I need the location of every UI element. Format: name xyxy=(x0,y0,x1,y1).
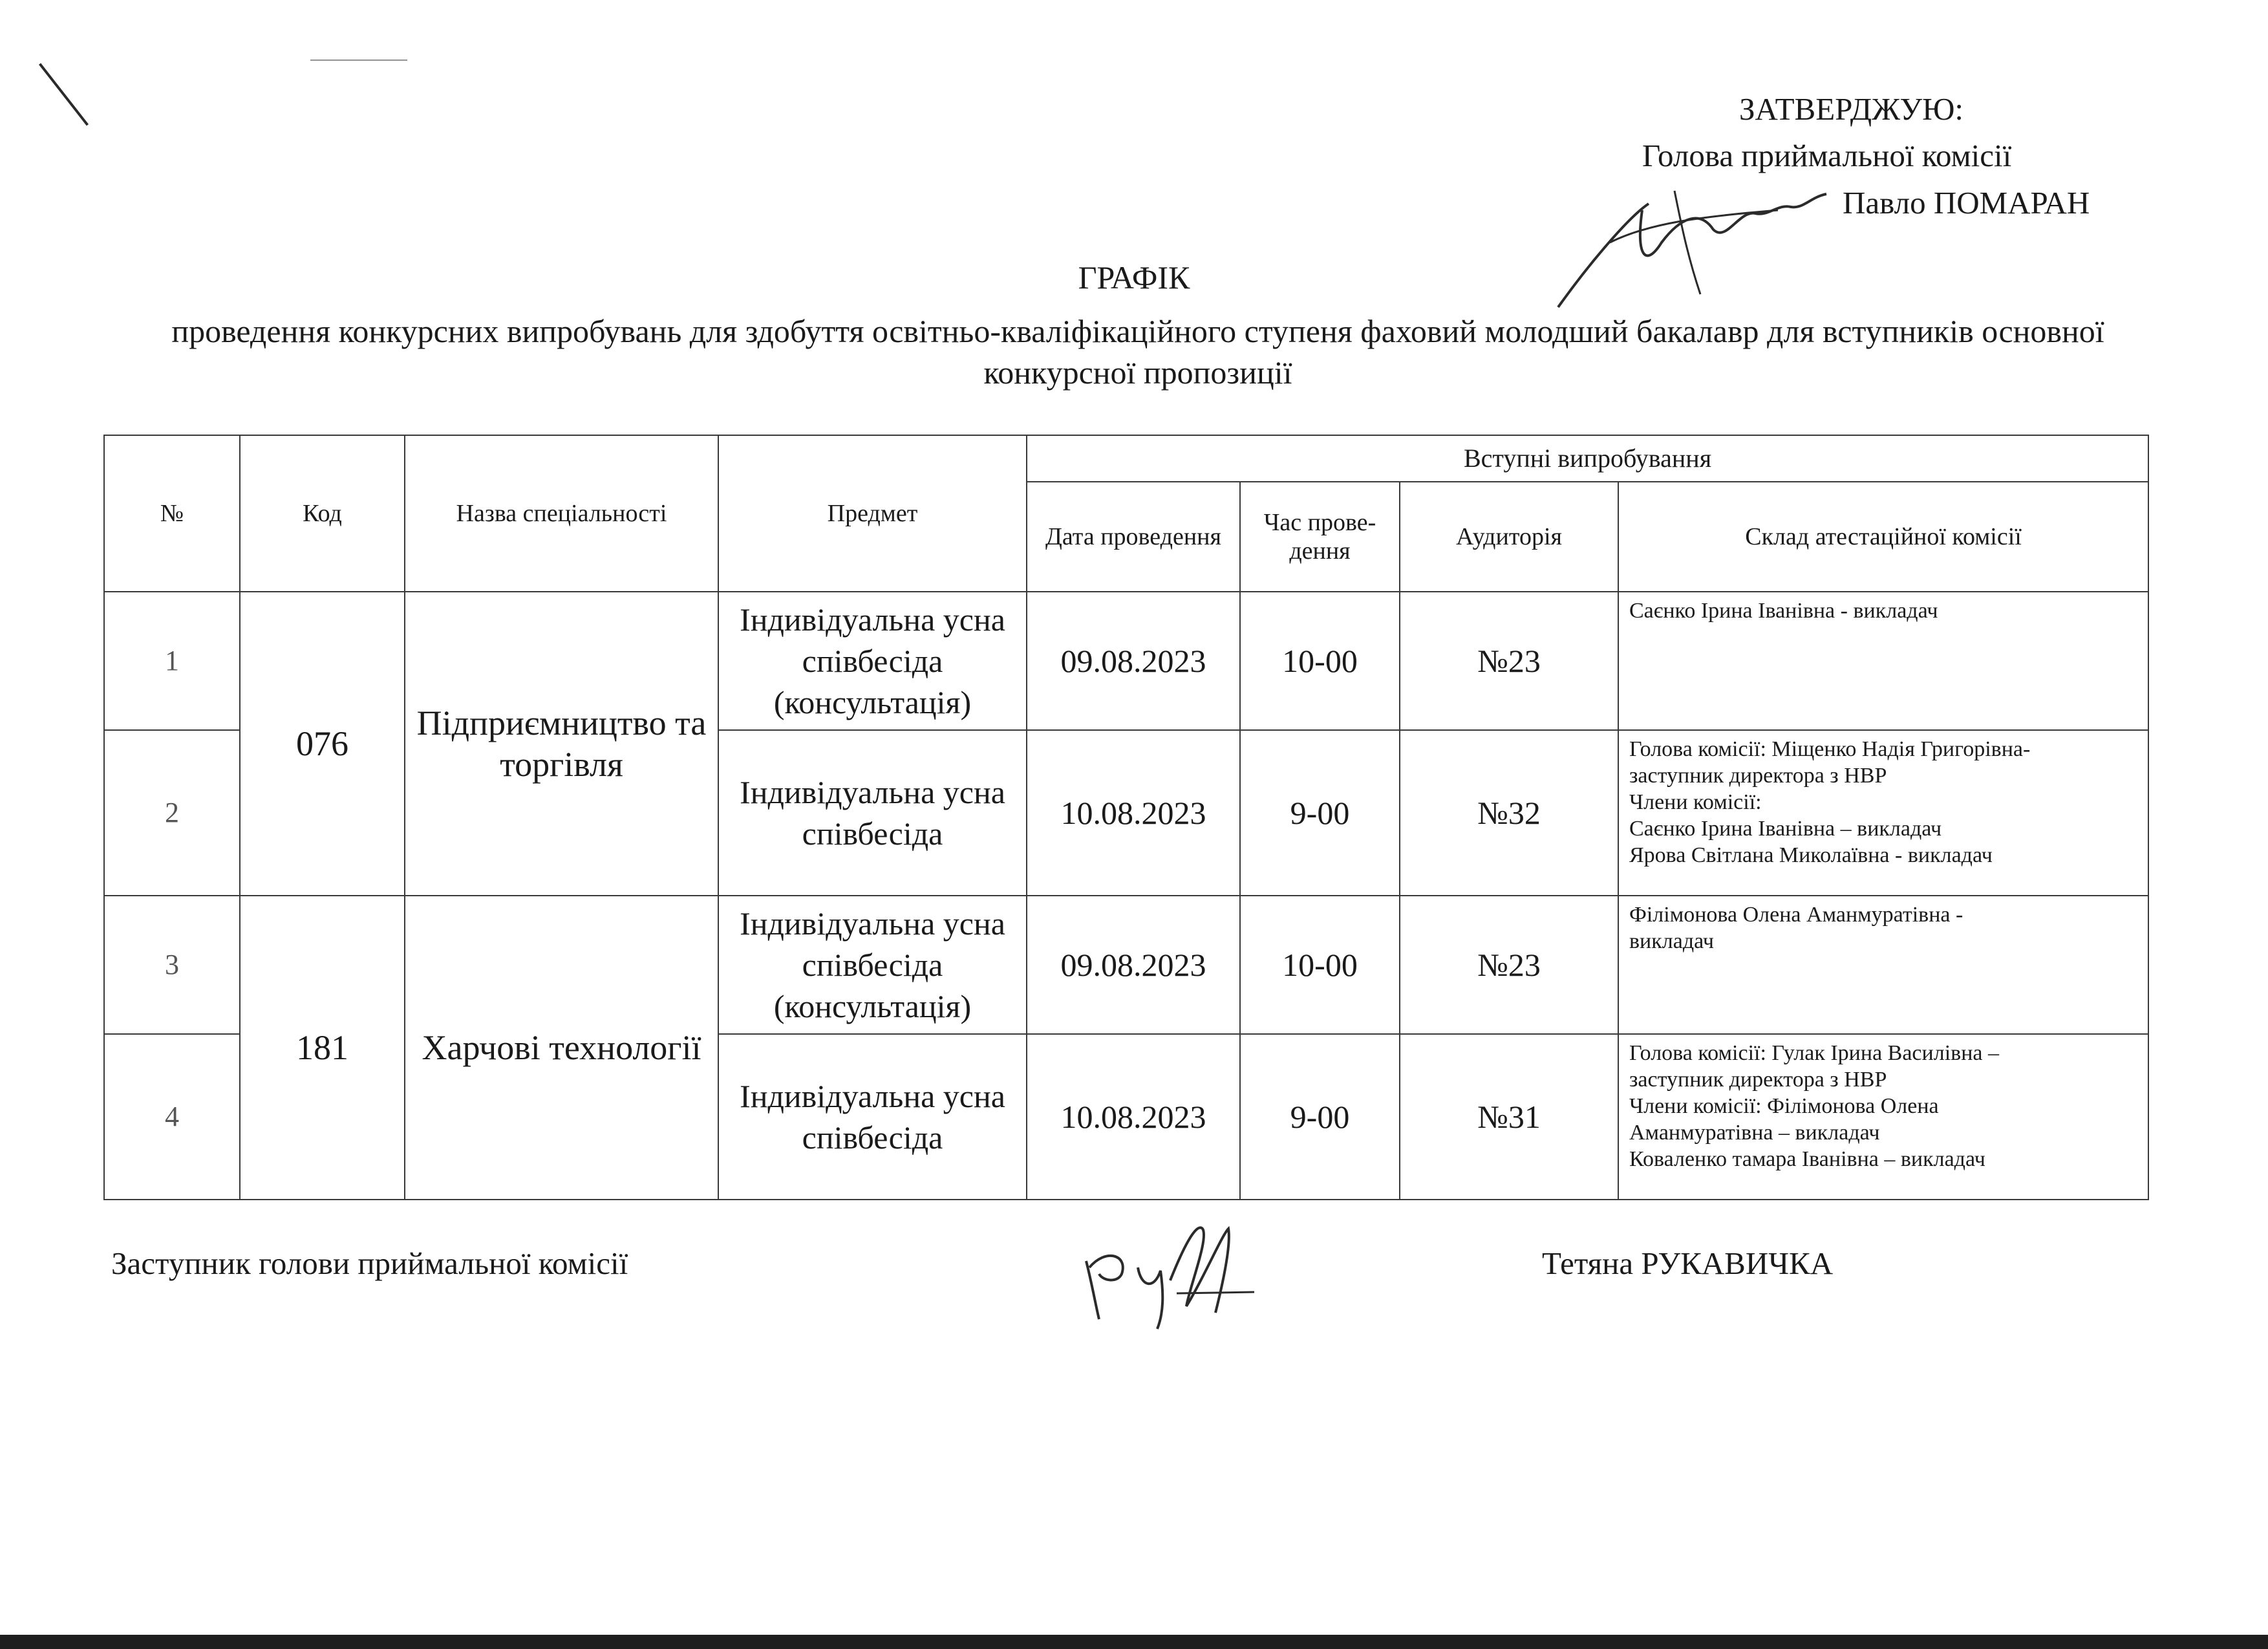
scan-edge xyxy=(0,1635,2268,1649)
commission-line: Голова комісії: Гулак Ірина Василівна – xyxy=(1629,1041,1999,1065)
date-cell: 10.08.2023 xyxy=(1027,730,1240,896)
date-cell: 09.08.2023 xyxy=(1027,592,1240,730)
table-row xyxy=(104,896,2148,1034)
commission-cell xyxy=(1618,1034,2148,1200)
subject-cell: Індивідуальна усна співбесіда xyxy=(718,730,1027,896)
specialty-name: Харчові технології xyxy=(405,896,718,1200)
time-cell: 10-00 xyxy=(1240,592,1400,730)
row-num: 2 xyxy=(104,730,240,896)
schedule-table xyxy=(103,435,2149,1200)
row-num: 1 xyxy=(104,592,240,730)
time-cell: 9-00 xyxy=(1240,730,1400,896)
commission-line: Саєнко Ірина Іванівна - викладач xyxy=(1629,599,1938,623)
commission-line: Члени комісії: Філімонова Олена xyxy=(1629,1094,1939,1118)
date-cell: 10.08.2023 xyxy=(1027,1034,1240,1200)
commission-line: заступник директора з НВР xyxy=(1629,1068,1887,1092)
document-title: ГРАФІК xyxy=(1078,259,1190,296)
date-cell: 09.08.2023 xyxy=(1027,896,1240,1034)
commission-cell xyxy=(1618,896,2148,1034)
specialty-code: 076 xyxy=(240,592,405,896)
commission-line: Члени комісії: xyxy=(1629,790,1762,814)
scan-mark xyxy=(39,63,89,126)
commission-line: викладач xyxy=(1629,929,1714,953)
specialty-code: 181 xyxy=(240,896,405,1200)
table-header-row xyxy=(104,435,2148,482)
row-num: 4 xyxy=(104,1034,240,1200)
commission-line: Аманмуратівна – викладач xyxy=(1629,1121,1880,1145)
subject-cell: Індивідуальна усна співбесіда (консультація) xyxy=(718,592,1027,730)
commission-line: заступник директора з НВР xyxy=(1629,764,1887,788)
commission-line: Філімонова Олена Аманмуратівна - xyxy=(1629,903,1963,927)
approval-heading: ЗАТВЕРДЖУЮ: xyxy=(1739,91,1964,127)
commission-line: Саєнко Ірина Іванівна – викладач xyxy=(1629,817,1942,841)
header-code: Код xyxy=(240,435,405,592)
approval-name: Павло ПОМАРАН xyxy=(1843,185,2090,221)
footer-signature xyxy=(1067,1209,1261,1339)
commission-line: Ярова Світлана Миколаївна - викладач xyxy=(1629,843,1993,867)
room-cell: №23 xyxy=(1400,592,1618,730)
header-num: № xyxy=(104,435,240,592)
scan-mark xyxy=(310,59,407,61)
room-cell: №23 xyxy=(1400,896,1618,1034)
commission-cell xyxy=(1618,730,2148,896)
header-group-exams: Вступні випробування xyxy=(1027,435,2148,482)
room-cell: №32 xyxy=(1400,730,1618,896)
header-time: Час прове-дення xyxy=(1240,482,1400,592)
specialty-name: Підприємництво та торгівля xyxy=(405,592,718,896)
room-cell: №31 xyxy=(1400,1034,1618,1200)
time-cell: 9-00 xyxy=(1240,1034,1400,1200)
header-specialty: Назва спеціальності xyxy=(405,435,718,592)
table-row xyxy=(104,592,2148,730)
commission-line: Коваленко тамара Іванівна – викладач xyxy=(1629,1147,1985,1171)
header-commission: Склад атестаційної комісії xyxy=(1618,482,2148,592)
footer-position: Заступник голови приймальної комісії xyxy=(111,1245,628,1281)
time-cell: 10-00 xyxy=(1240,896,1400,1034)
row-num: 3 xyxy=(104,896,240,1034)
document-subtitle: проведення конкурсних випробувань для здобуття освітньо-кваліфікаційного ступеня фаховий молодший бакалавр для вступників основної конкурсної пропозиції xyxy=(171,313,2104,391)
commission-line: Голова комісії: Міщенко Надія Григорівна- xyxy=(1629,737,2031,761)
footer-name: Тетяна РУКАВИЧКА xyxy=(1542,1245,1834,1281)
commission-cell xyxy=(1618,592,2148,730)
subject-cell: Індивідуальна усна співбесіда xyxy=(718,1034,1027,1200)
header-subject: Предмет xyxy=(718,435,1027,592)
approval-position: Голова приймальної комісії xyxy=(1642,138,2012,173)
subject-cell: Індивідуальна усна співбесіда (консультація) xyxy=(718,896,1027,1034)
header-date: Дата проведення xyxy=(1027,482,1240,592)
header-room: Аудиторія xyxy=(1400,482,1618,592)
